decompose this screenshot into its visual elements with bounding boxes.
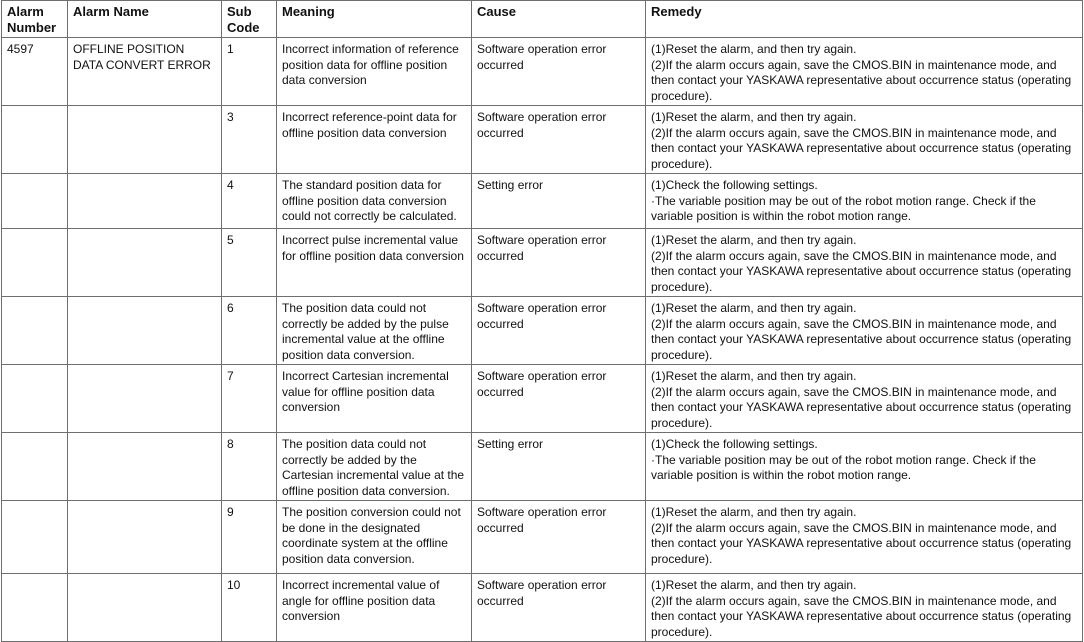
remedy-line: (1)Reset the alarm, and then try again.: [651, 42, 857, 56]
cause-cell: Software operation error occurred: [472, 38, 646, 106]
remedy-cell: [646, 106, 1083, 174]
table-row: [2, 174, 1083, 229]
remedy-line: (2)If the alarm occurs again, save the CMOS.BIN in maintenance mode, and then contact your YASKAWA representative about occurrence status (operating procedure).: [651, 593, 1072, 639]
alarm-number-cell: [2, 574, 68, 642]
alarm-name-cell: [68, 106, 222, 174]
cause-cell: Software operation error occurred: [472, 106, 646, 174]
table-row: [2, 38, 1083, 106]
header-alarm-name: Alarm Name: [68, 1, 222, 38]
cause-cell: Setting error: [472, 433, 646, 501]
meaning-cell: Incorrect incremental value of angle for offline position data conversion: [277, 574, 472, 642]
alarm-name-cell: [68, 174, 222, 229]
remedy-line: (1)Reset the alarm, and then try again.: [651, 301, 857, 315]
table-row: [2, 501, 1083, 574]
remedy-line: (1)Reset the alarm, and then try again.: [651, 369, 857, 383]
alarm-number-cell: [2, 297, 68, 365]
alarm-number-cell: [2, 174, 68, 229]
alarm-name-cell: [68, 501, 222, 574]
sub-code-cell: 4: [222, 174, 277, 229]
remedy-line: (1)Reset the alarm, and then try again.: [651, 233, 857, 247]
alarm-name-cell: [68, 574, 222, 642]
remedy-line: ·The variable position may be out of the robot motion range. Check if the variable position is within the robot motion range.: [651, 452, 1036, 482]
meaning-cell: The position conversion could not be done in the designated coordinate system at the offline position data conversion.: [277, 501, 472, 574]
table-body: [2, 38, 1083, 642]
header-meaning: Meaning: [277, 1, 472, 38]
meaning-cell: The standard position data for offline position data conversion could not correctly be calculated.: [277, 174, 472, 229]
remedy-line: ·The variable position may be out of the robot motion range. Check if the variable position is within the robot motion range.: [651, 193, 1036, 223]
remedy-line: (2)If the alarm occurs again, save the CMOS.BIN in maintenance mode, and then contact your YASKAWA representative about occurrence status (operating procedure).: [651, 520, 1072, 566]
alarm-number-cell: [2, 106, 68, 174]
table-row: [2, 297, 1083, 365]
alarm-table: [1, 0, 1083, 642]
table-row: [2, 365, 1083, 433]
sub-code-cell: 10: [222, 574, 277, 642]
remedy-line: (2)If the alarm occurs again, save the CMOS.BIN in maintenance mode, and then contact your YASKAWA representative about occurrence status (operating procedure).: [651, 57, 1072, 103]
alarm-name-cell: [68, 297, 222, 365]
cause-cell: Setting error: [472, 174, 646, 229]
meaning-cell: The position data could not correctly be added by the pulse incremental value at the offline position data conversion.: [277, 297, 472, 365]
cause-cell: Software operation error occurred: [472, 365, 646, 433]
remedy-line: (2)If the alarm occurs again, save the CMOS.BIN in maintenance mode, and then contact your YASKAWA representative about occurrence status (operating procedure).: [651, 248, 1072, 294]
table-row: [2, 106, 1083, 174]
remedy-cell: [646, 574, 1083, 642]
sub-code-cell: 9: [222, 501, 277, 574]
sub-code-cell: 5: [222, 229, 277, 297]
sub-code-cell: 7: [222, 365, 277, 433]
sub-code-cell: 3: [222, 106, 277, 174]
header-cause: Cause: [472, 1, 646, 38]
remedy-cell: [646, 229, 1083, 297]
alarm-number-cell: [2, 433, 68, 501]
alarm-name-cell: [68, 365, 222, 433]
sub-code-cell: 8: [222, 433, 277, 501]
remedy-line: (1)Reset the alarm, and then try again.: [651, 505, 857, 519]
meaning-cell: The position data could not correctly be added by the Cartesian incremental value at the offline position data conversion.: [277, 433, 472, 501]
remedy-line: (2)If the alarm occurs again, save the CMOS.BIN in maintenance mode, and then contact your YASKAWA representative about occurrence status (operating procedure).: [651, 125, 1072, 171]
remedy-line: (1)Reset the alarm, and then try again.: [651, 110, 857, 124]
header-remedy: Remedy: [646, 1, 1083, 38]
remedy-line: (1)Reset the alarm, and then try again.: [651, 578, 857, 592]
alarm-number-cell: [2, 501, 68, 574]
header-alarm-number: Alarm Number: [2, 1, 68, 38]
table-row: [2, 574, 1083, 642]
cause-cell: Software operation error occurred: [472, 229, 646, 297]
meaning-cell: Incorrect Cartesian incremental value for offline position data conversion: [277, 365, 472, 433]
table-row: [2, 433, 1083, 501]
table-row: [2, 229, 1083, 297]
remedy-cell: [646, 501, 1083, 574]
meaning-cell: Incorrect information of reference position data for offline position data conversion: [277, 38, 472, 106]
alarm-name-cell: [68, 229, 222, 297]
alarm-number-cell: [2, 365, 68, 433]
remedy-cell: [646, 38, 1083, 106]
sub-code-cell: 6: [222, 297, 277, 365]
cause-cell: Software operation error occurred: [472, 297, 646, 365]
meaning-cell: Incorrect reference-point data for offline position data conversion: [277, 106, 472, 174]
meaning-cell: Incorrect pulse incremental value for offline position data conversion: [277, 229, 472, 297]
remedy-line: (1)Check the following settings.: [651, 178, 818, 192]
alarm-number-cell: 4597: [2, 38, 68, 106]
alarm-name-cell: OFFLINE POSITION DATA CONVERT ERROR: [68, 38, 222, 106]
cause-cell: Software operation error occurred: [472, 574, 646, 642]
remedy-cell: [646, 365, 1083, 433]
header-row: [2, 1, 1083, 38]
header-sub-code: Sub Code: [222, 1, 277, 38]
remedy-line: (2)If the alarm occurs again, save the CMOS.BIN in maintenance mode, and then contact your YASKAWA representative about occurrence status (operating procedure).: [651, 384, 1072, 430]
remedy-line: (2)If the alarm occurs again, save the CMOS.BIN in maintenance mode, and then contact your YASKAWA representative about occurrence status (operating procedure).: [651, 316, 1072, 362]
remedy-cell: [646, 433, 1083, 501]
remedy-cell: [646, 174, 1083, 229]
cause-cell: Software operation error occurred: [472, 501, 646, 574]
remedy-cell: [646, 297, 1083, 365]
remedy-line: (1)Check the following settings.: [651, 437, 818, 451]
sub-code-cell: 1: [222, 38, 277, 106]
alarm-name-cell: [68, 433, 222, 501]
alarm-number-cell: [2, 229, 68, 297]
